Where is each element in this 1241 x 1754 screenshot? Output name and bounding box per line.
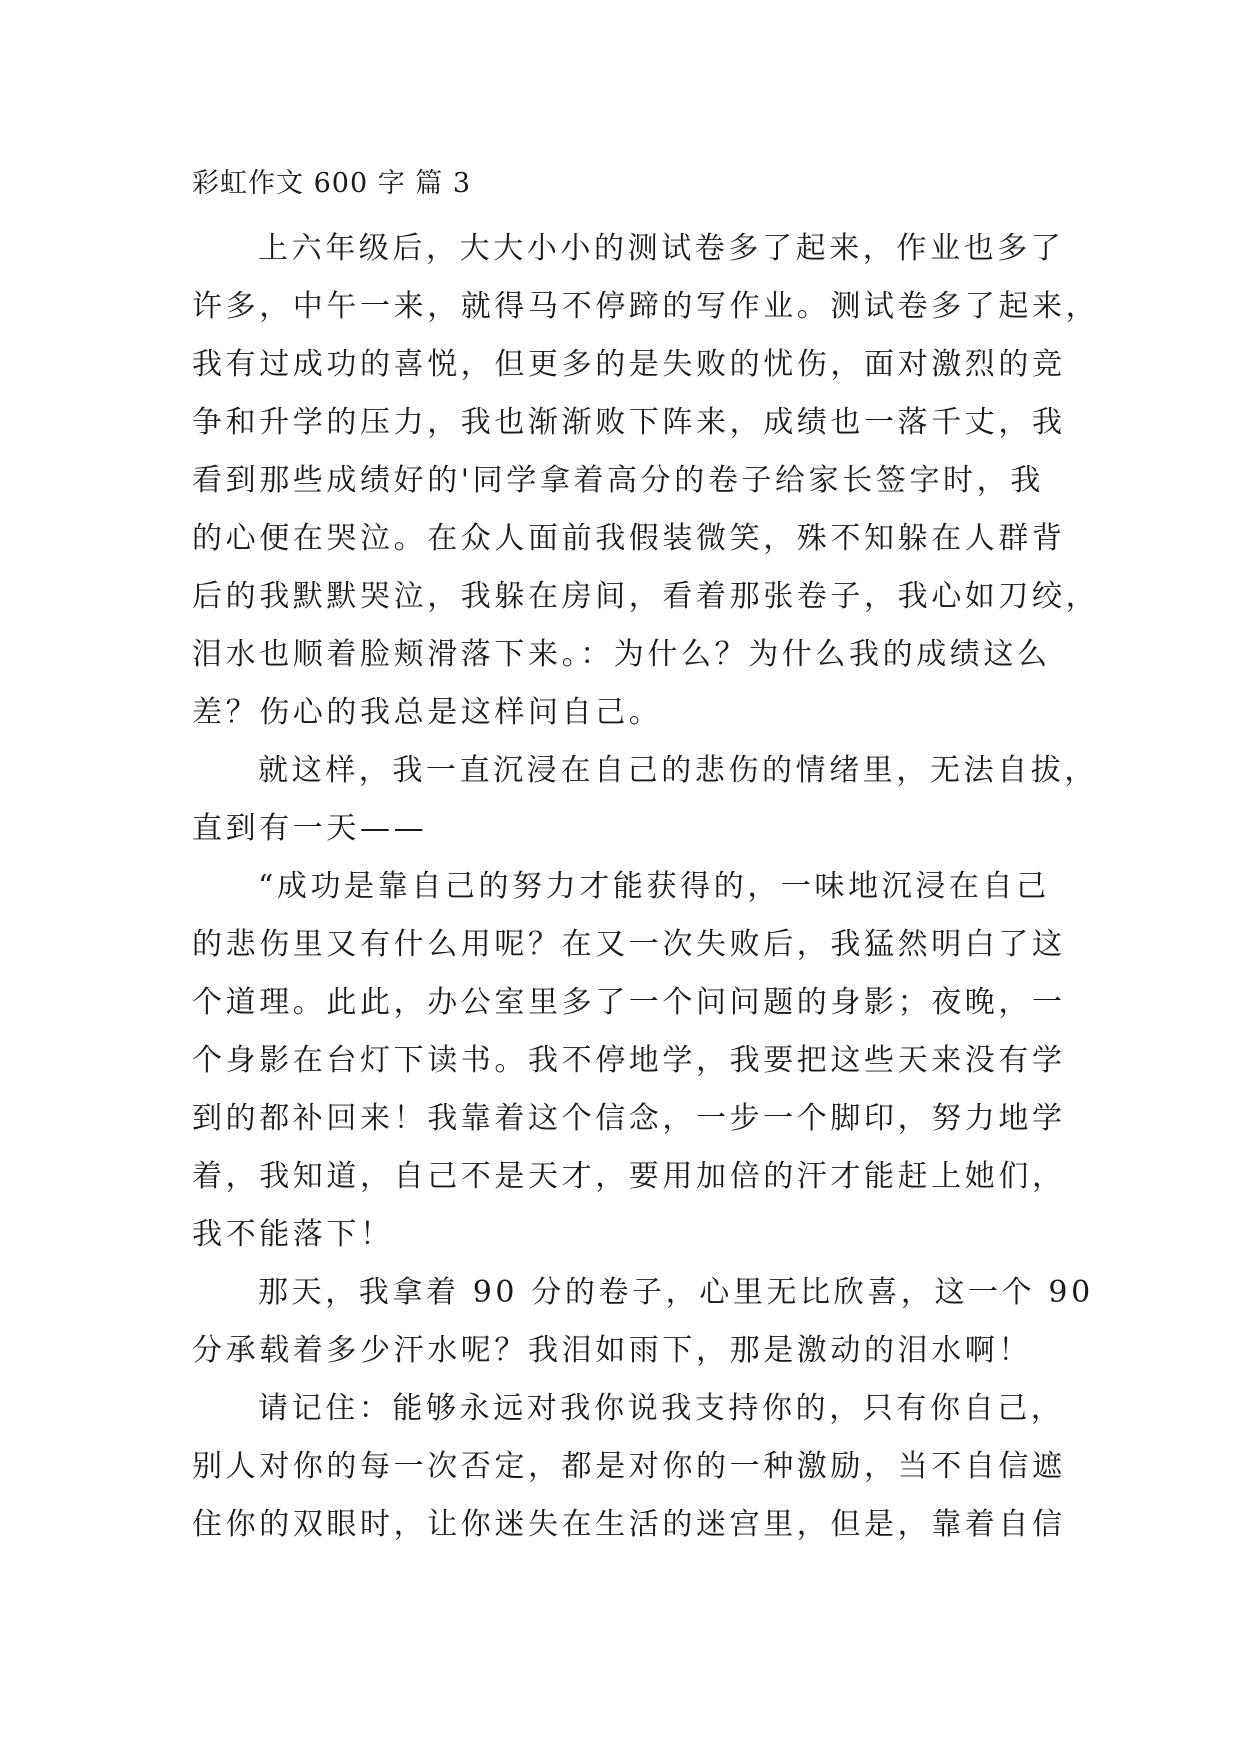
text-line: 分承载着多少汗水呢？我泪如雨下，那是激动的泪水啊！: [192, 1333, 1032, 1368]
text-line: 直到有一天——: [192, 811, 428, 846]
text-line: 差？伤心的我总是这样问自己。: [192, 695, 663, 730]
text-line: 住你的双眼时，让你迷失在生活的迷宫里，但是，靠着自信: [192, 1507, 1066, 1542]
essay-title: 彩虹作文 600 字 篇 3: [192, 168, 472, 199]
text-line: 看到那些成绩好的'同学拿着高分的卷子给家长签字时，我: [192, 463, 1044, 498]
text-line: 后的我默默哭泣，我躲在房间，看着那张卷子，我心如刀绞，: [192, 579, 1100, 614]
text-line: 的悲伤里又有什么用呢？在又一次失败后，我猛然明白了这: [192, 927, 1066, 962]
text-line: 着，我知道，自己不是天才，要用加倍的汗才能赶上她们，: [192, 1159, 1066, 1194]
text-line: 个身影在台灯下读书。我不停地学，我要把这些天来没有学: [192, 1043, 1066, 1078]
text-line: 就这样，我一直沉浸在自己的悲伤的情绪里，无法自拔，: [258, 753, 1098, 788]
text-line: “成功是靠自己的努力才能获得的，一味地沉浸在自己: [258, 869, 1050, 904]
essay-body: [192, 220, 1100, 1554]
text-line: 争和升学的压力，我也渐渐败下阵来，成绩也一落千丈，我: [192, 405, 1066, 440]
text-line: 上六年级后，大大小小的测试卷多了起来，作业也多了: [258, 231, 1065, 266]
text-line: 那天，我拿着 90 分的卷子，心里无比欣喜，这一个 90: [258, 1275, 1094, 1310]
text-line: 我有过成功的喜悦，但更多的是失败的忧伤，面对激烈的竞: [192, 347, 1066, 382]
text-line: 别人对你的每一次否定，都是对你的一种激励，当不自信遮: [192, 1449, 1066, 1484]
text-line: 许多，中午一来，就得马不停蹄的写作业。测试卷多了起来，: [192, 289, 1100, 324]
text-line: 个道理。此此，办公室里多了一个问问题的身影；夜晚，一: [192, 985, 1066, 1020]
text-line: 的心便在哭泣。在众人面前我假装微笑，殊不知躲在人群背: [192, 521, 1066, 556]
text-line: 到的都补回来！我靠着这个信念，一步一个脚印，努力地学: [192, 1101, 1066, 1136]
text-line: 我不能落下！: [192, 1217, 394, 1252]
text-line: 请记住：能够永远对我你说我支持你的，只有你自己，: [258, 1391, 1065, 1426]
text-line: 泪水也顺着脸颊滑落下来。：为什么？为什么我的成绩这么: [192, 637, 1051, 672]
